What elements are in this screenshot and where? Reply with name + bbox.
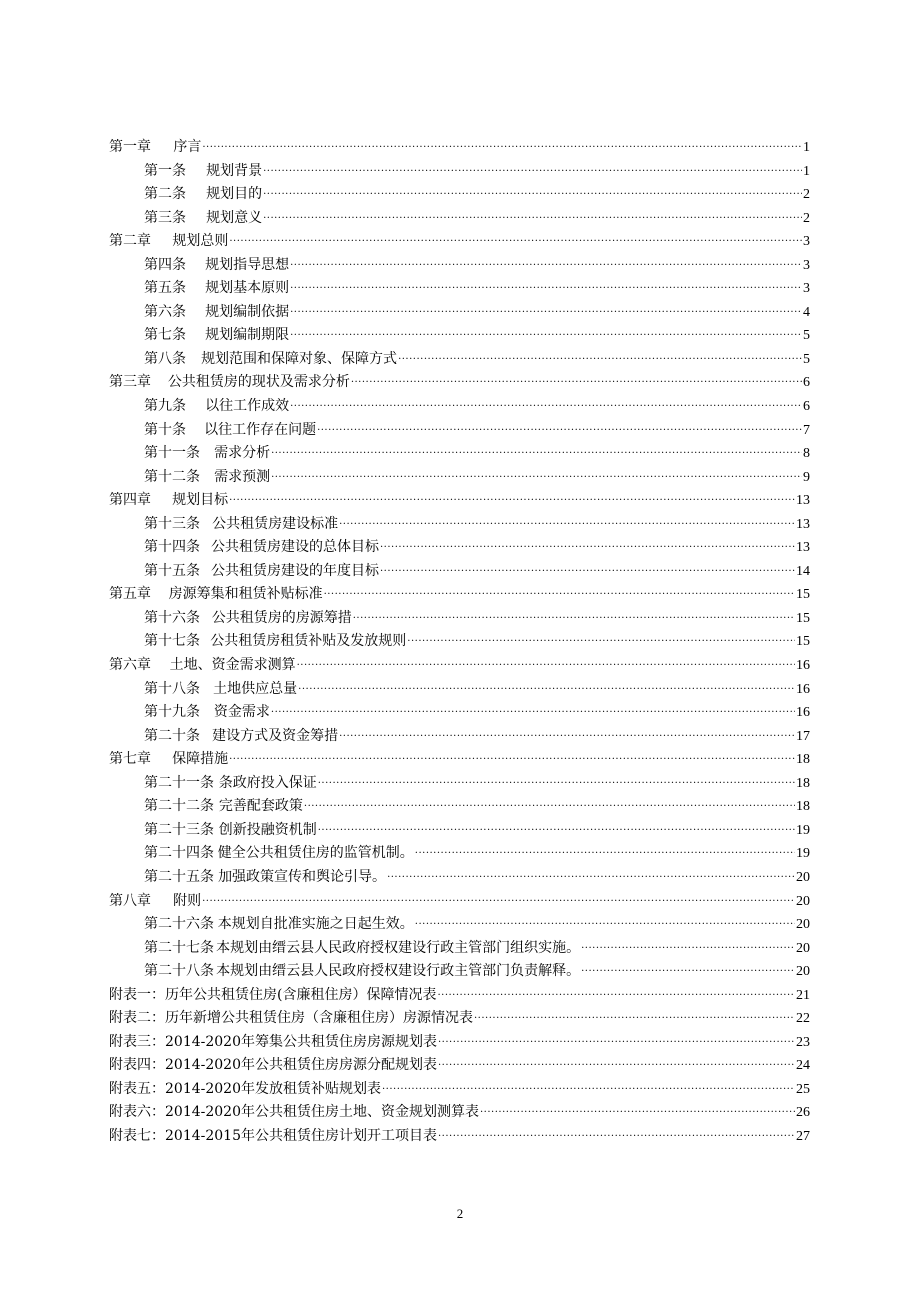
toc-entry-label: 第六章	[109, 657, 151, 674]
toc-entry-title: 公共租赁房建设的总体目标	[211, 539, 379, 556]
toc-entry-page-number: 15	[796, 634, 810, 650]
toc-entry-label: 第二条	[144, 186, 186, 203]
toc-entry-title: 2014-2020年公共租赁住房房源分配规划表	[165, 1057, 437, 1074]
toc-entry-title: 土地供应总量	[213, 680, 298, 697]
toc-entry-title: 2014-2020年筹集公共租赁住房房源规划表	[165, 1033, 437, 1050]
toc-appendix-entry[interactable]	[109, 1125, 810, 1149]
toc-entry-title: 2014-2020年发放租赁补贴规划表	[165, 1080, 381, 1097]
dot-leader	[304, 791, 795, 816]
dot-leader	[380, 556, 795, 581]
toc-entry-label: 第九条	[144, 398, 186, 415]
toc-entry-label: 第二十六条	[144, 916, 214, 933]
toc-entry-title: 建设方式及资金筹措	[212, 727, 339, 744]
toc-entry-label: 第八条	[144, 350, 186, 367]
toc-entry-title: 创新投融资机制	[218, 821, 317, 838]
dot-leader	[480, 1097, 795, 1122]
toc-entry-label: 第七条	[144, 327, 186, 344]
dot-leader	[229, 744, 795, 769]
dot-leader	[415, 909, 795, 934]
toc-entry-title: 规划指导思想	[205, 256, 290, 273]
toc-entry-label: 第二十二条	[144, 798, 214, 815]
toc-entry-page-number: 27	[796, 1128, 810, 1144]
dot-leader	[339, 509, 795, 534]
toc-entry-page-number: 17	[796, 728, 810, 744]
toc-entry-title: 历年新增公共租赁住房（含廉租住房）房源情况表	[165, 1010, 473, 1027]
toc-entry-label: 第十七条	[144, 633, 200, 650]
toc-entry-title: 本规划由缙云县人民政府授权建设行政主管部门负责解释。	[216, 963, 581, 980]
dot-leader	[202, 886, 795, 911]
toc-entry-title: 规划基本原则	[205, 280, 290, 297]
dot-leader	[271, 462, 802, 487]
toc-entry-title: 需求预测	[214, 468, 271, 485]
toc-entry-title: 历年公共租赁住房(含廉租住房）保障情况表	[165, 986, 437, 1003]
toc-entry-title: 本规划自批准实施之日起生效。	[217, 916, 414, 933]
toc-entry-title: 公共租赁房租赁补贴及发放规则	[210, 633, 407, 650]
toc-entry-page-number: 16	[796, 705, 810, 721]
toc-entry-label: 第十五条	[144, 562, 200, 579]
toc-entry-label: 第六条	[144, 303, 186, 320]
dot-leader	[581, 956, 795, 981]
toc-entry-page-number: 13	[796, 516, 810, 532]
toc-entry-page-number: 18	[796, 752, 810, 768]
toc-entry-label: 附表二：	[109, 1010, 165, 1027]
toc-entry-page-number: 2	[803, 187, 810, 203]
dot-leader	[263, 179, 802, 204]
toc-entry-label: 第二十一条	[144, 774, 214, 791]
toc-entry-page-number: 16	[796, 658, 810, 674]
toc-entry-title: 规划编制期限	[205, 327, 290, 344]
dot-leader	[474, 1003, 795, 1028]
toc-entry-page-number: 20	[796, 964, 810, 980]
dot-leader	[438, 1121, 795, 1146]
toc-entry-title: 序言	[173, 139, 202, 155]
toc-entry-label: 第四条	[144, 256, 186, 273]
toc-entry-label: 第二十三条	[144, 821, 214, 838]
toc-entry-title: 健全公共租赁住房的监管机制。	[217, 845, 414, 862]
toc-entry-label: 附表五：	[109, 1080, 165, 1097]
dot-leader	[380, 532, 795, 557]
dot-leader	[415, 838, 795, 863]
toc-entry-page-number: 15	[796, 610, 810, 626]
dot-leader	[382, 1074, 795, 1099]
toc-entry-title: 加强政策宣传和舆论引导。	[218, 868, 387, 885]
toc-entry-page-number: 6	[803, 399, 810, 415]
toc-entry-page-number: 20	[796, 917, 810, 933]
dot-leader	[290, 320, 802, 345]
toc-entry-title: 需求分析	[214, 445, 271, 462]
toc-entry-label: 第十四条	[144, 539, 200, 556]
toc-entry-page-number: 20	[796, 940, 810, 956]
toc-entry-page-number: 15	[796, 587, 810, 603]
toc-entry-title: 条政府投入保证	[218, 774, 317, 791]
toc-entry-page-number: 3	[803, 281, 810, 297]
toc-entry-page-number: 2	[803, 210, 810, 226]
toc-entry-page-number: 1	[803, 163, 810, 179]
toc-entry-label: 第一条	[144, 162, 186, 179]
dot-leader	[271, 697, 795, 722]
toc-entry-label: 第十一条	[144, 445, 200, 462]
toc-entry-page-number: 1	[803, 140, 810, 155]
dot-leader	[581, 933, 795, 958]
toc-entry-page-number: 8	[803, 446, 810, 462]
toc-entry-page-number: 5	[803, 328, 810, 344]
dot-leader	[290, 273, 802, 298]
toc-entry-label: 第十二条	[144, 468, 200, 485]
dot-leader	[297, 650, 795, 675]
toc-entry-label: 第二十五条	[144, 868, 214, 885]
toc-entry-label: 第五条	[144, 280, 186, 297]
toc-entry-page-number: 4	[803, 304, 810, 320]
toc-entry-page-number: 22	[796, 1011, 810, 1027]
dot-leader	[437, 980, 795, 1005]
dot-leader	[290, 250, 802, 275]
dot-leader	[229, 226, 802, 251]
toc-entry-label: 第二十七条	[144, 939, 214, 956]
dot-leader	[351, 367, 802, 392]
toc-entry-label: 第三条	[144, 209, 186, 226]
dot-leader	[339, 721, 795, 746]
dot-leader	[271, 438, 802, 463]
dot-leader	[317, 415, 802, 440]
toc-entry-page-number: 16	[796, 681, 810, 697]
toc-entry-title: 公共租赁房建设标准	[212, 515, 339, 532]
toc-entry-title: 以往工作存在问题	[204, 421, 317, 438]
toc-entry-page-number: 23	[796, 1034, 810, 1050]
toc-entry-label: 第十六条	[144, 609, 200, 626]
dot-leader	[387, 862, 795, 887]
dot-leader	[398, 344, 802, 369]
dot-leader	[438, 1027, 795, 1052]
dot-leader	[324, 579, 795, 604]
toc-entry-page-number: 20	[796, 869, 810, 885]
toc-entry-label: 第四章	[109, 492, 151, 509]
page-number: 2	[456, 1206, 464, 1221]
toc-entry-page-number: 24	[796, 1058, 810, 1074]
dot-leader	[318, 768, 795, 793]
toc-entry-label: 第十三条	[144, 515, 200, 532]
toc-entry-page-number: 25	[796, 1081, 810, 1097]
toc-entry-label: 第二十八条	[144, 963, 214, 980]
toc-entry-label: 附表一：	[109, 986, 165, 1003]
toc-entry-title: 规划意义	[206, 209, 263, 226]
toc-entry-label: 第十八条	[144, 680, 200, 697]
toc-entry-page-number: 19	[796, 846, 810, 862]
toc-entry-label: 第二十条	[144, 727, 200, 744]
dot-leader	[290, 297, 802, 322]
toc-entry-title: 规划范围和保障对象、保障方式	[201, 350, 398, 367]
table-of-contents	[109, 136, 810, 1149]
toc-entry-title: 完善配套政策	[218, 798, 303, 815]
toc-entry-label: 附表七：	[109, 1127, 165, 1144]
toc-entry-page-number: 14	[796, 563, 810, 579]
toc-entry-label: 第五章	[109, 586, 151, 603]
dot-leader	[407, 626, 795, 651]
toc-entry-title: 规划目的	[206, 186, 263, 203]
toc-entry-page-number: 18	[796, 775, 810, 791]
dot-leader	[229, 485, 795, 510]
toc-entry-label: 第二章	[109, 233, 151, 250]
toc-entry-title: 资金需求	[213, 704, 270, 721]
toc-entry-title: 规划背景	[206, 162, 263, 179]
toc-entry-label: 第十九条	[144, 704, 200, 721]
toc-entry-title: 规划编制依据	[205, 303, 290, 320]
toc-entry-page-number: 9	[803, 469, 810, 485]
toc-entry-page-number: 3	[803, 257, 810, 273]
toc-entry-title: 规划总则	[172, 233, 229, 250]
toc-entry-page-number: 26	[796, 1105, 810, 1121]
toc-entry-page-number: 20	[796, 893, 810, 909]
dot-leader	[353, 603, 795, 628]
toc-entry-title: 土地、资金需求测算	[169, 657, 296, 674]
dot-leader	[290, 391, 802, 416]
toc-entry-title: 附则	[173, 892, 202, 909]
toc-entry-title: 规划目标	[172, 492, 229, 509]
toc-entry-label: 附表四：	[109, 1057, 165, 1074]
toc-entry-label: 第一章	[109, 139, 151, 155]
toc-entry-page-number: 21	[796, 987, 810, 1003]
dot-leader	[318, 815, 795, 840]
dot-leader	[202, 132, 802, 157]
toc-entry-title: 2014-2020年公共租赁住房土地、资金规划测算表	[165, 1104, 479, 1121]
toc-entry-label: 附表六：	[109, 1104, 165, 1121]
toc-entry-title: 以往工作成效	[205, 398, 290, 415]
toc-entry-page-number: 3	[803, 234, 810, 250]
toc-entry-page-number: 7	[803, 422, 810, 438]
toc-entry-label: 第十条	[144, 421, 186, 438]
toc-entry-label: 第二十四条	[144, 845, 214, 862]
toc-entry-title: 本规划由缙云县人民政府授权建设行政主管部门组织实施。	[216, 939, 581, 956]
toc-entry-page-number: 19	[796, 822, 810, 838]
toc-entry-page-number: 13	[796, 540, 810, 556]
toc-entry-label: 第三章	[109, 374, 151, 391]
toc-entry-page-number: 18	[796, 799, 810, 815]
dot-leader	[263, 203, 802, 228]
toc-entry-label: 第八章	[109, 892, 151, 909]
dot-leader	[263, 156, 802, 181]
toc-entry-title: 保障措施	[172, 751, 229, 768]
toc-entry-label: 附表三：	[109, 1033, 165, 1050]
dot-leader	[298, 674, 795, 699]
toc-entry-title: 公共租赁房的现状及需求分析	[167, 374, 350, 391]
dot-leader	[438, 1050, 795, 1075]
toc-entry-page-number: 13	[796, 493, 810, 509]
toc-entry-title: 公共租赁房建设的年度目标	[211, 562, 379, 579]
toc-entry-title: 公共租赁房的房源筹措	[211, 609, 352, 626]
toc-entry-title: 房源筹集和租赁补贴标准	[168, 586, 323, 603]
toc-entry-page-number: 5	[803, 351, 810, 367]
toc-entry-page-number: 6	[803, 375, 810, 391]
toc-entry-label: 第七章	[109, 751, 151, 768]
toc-entry-title: 2014-2015年公共租赁住房计划开工项目表	[165, 1127, 437, 1144]
